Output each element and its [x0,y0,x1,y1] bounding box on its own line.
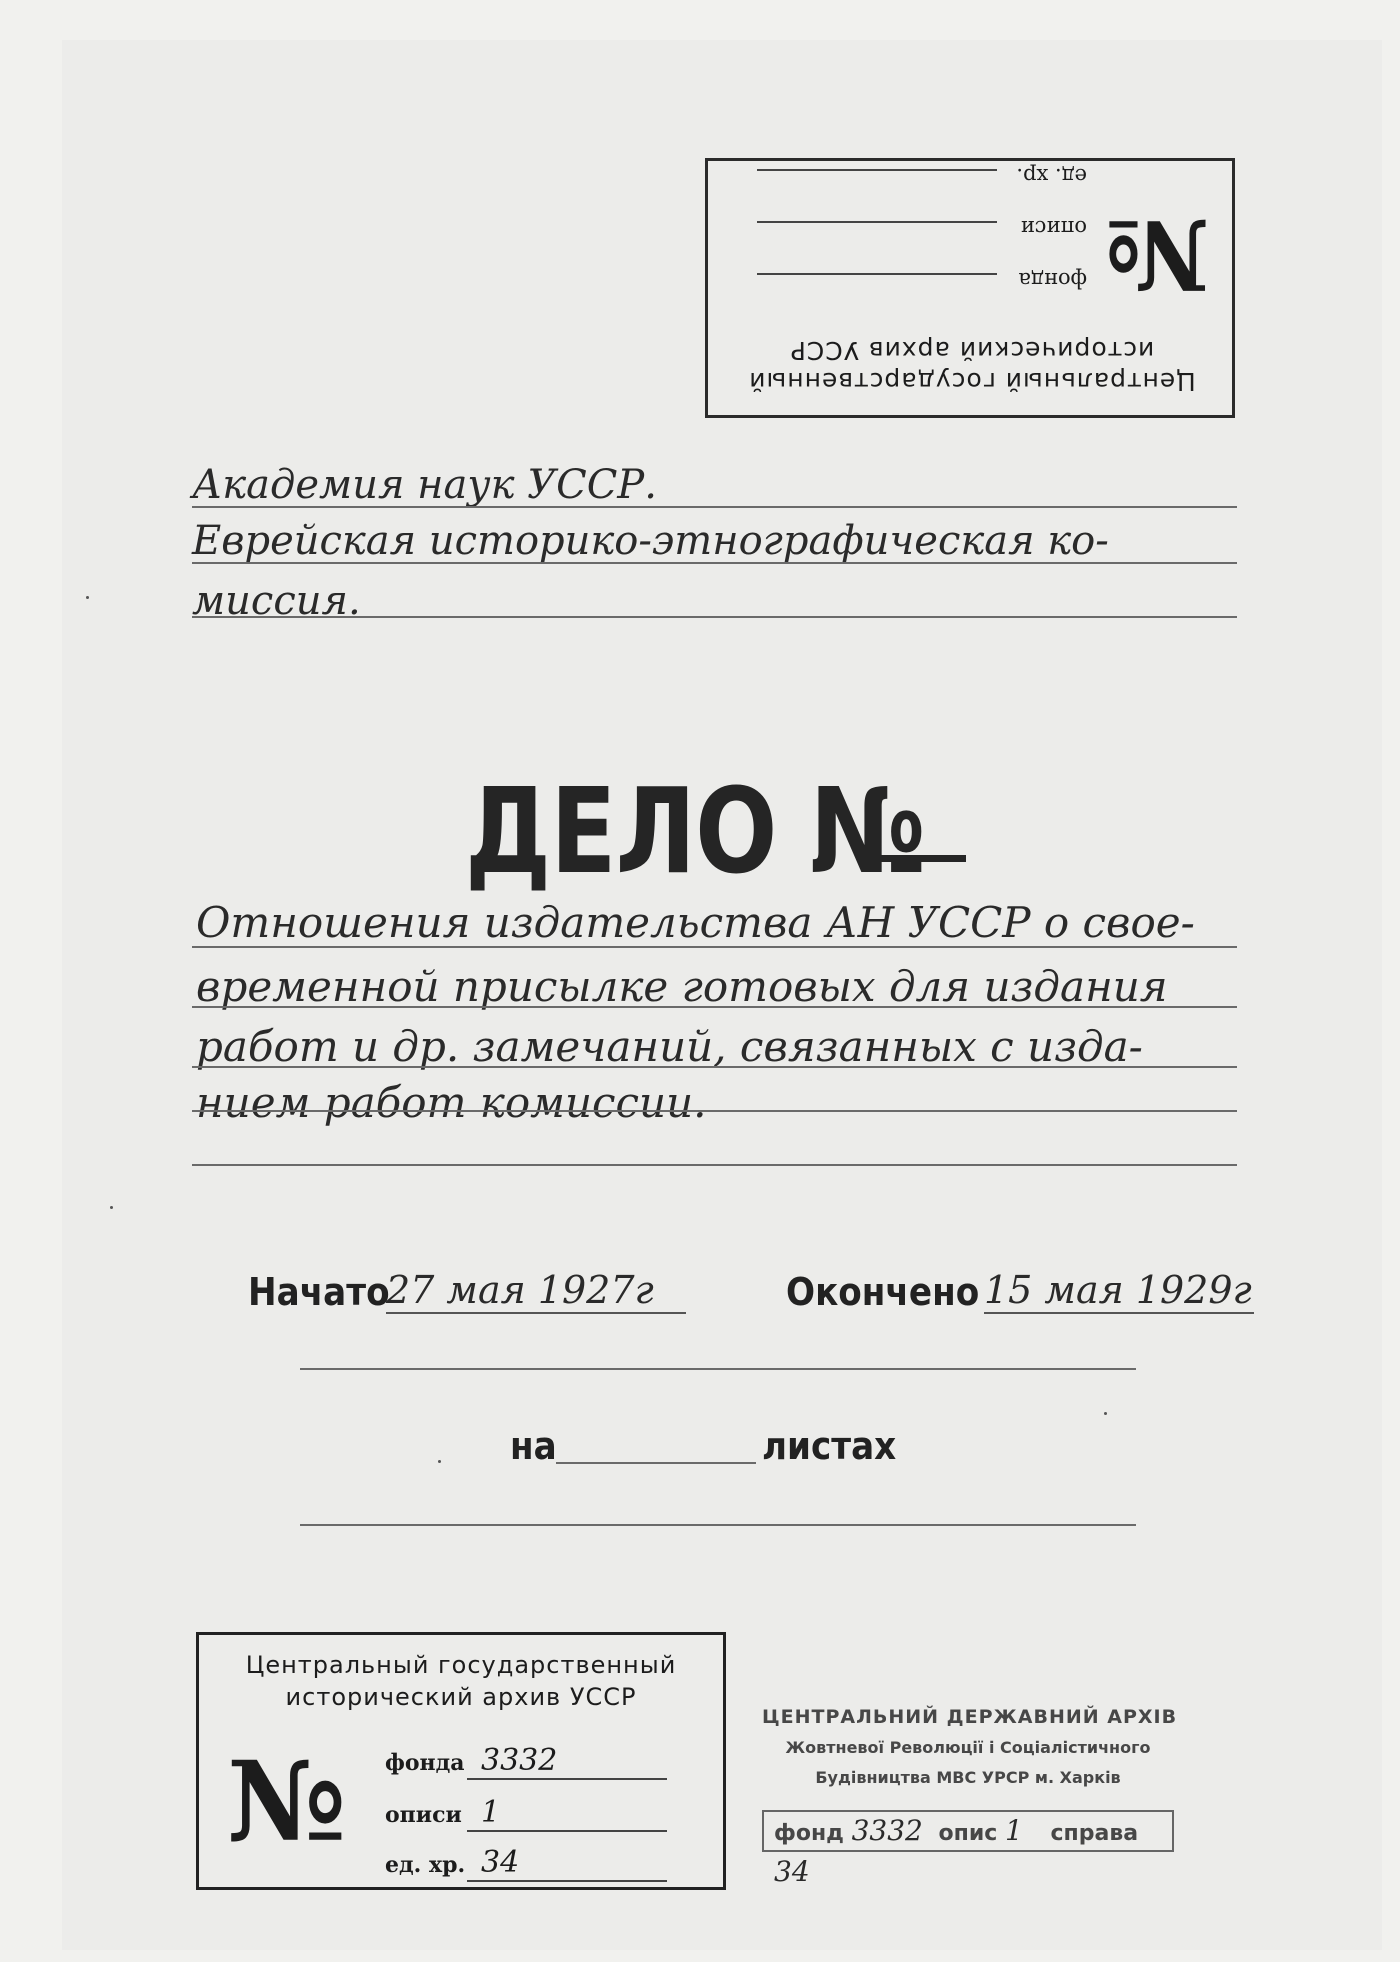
archive-stamp-title: Центральный государственный исторический архив УССР [245,1651,677,1711]
started-label: Начато [248,1270,390,1314]
sheets-count-blank [556,1462,756,1464]
subject-line-2: временной присылке готовых для издания [196,962,1168,1011]
file-number-blank [862,855,966,862]
archive-stamp-inverted-title: Центральный государственный исторический архив УССР [748,336,1196,396]
faded-stamp-line-3: Будівництва МВС УРСР м. Харків [815,1768,1121,1787]
faded-archive-stamp [762,1706,1178,1888]
subject-line-1: Отношения издательства АН УССР о свое- [196,898,1195,947]
ruled-line [192,1006,1237,1008]
stamp-unit-line: ед. хр. [707,164,1087,189]
organization-line-1: Академия наук УССР. [192,462,657,508]
faded-opis-value: 1 [1004,1814,1023,1847]
ruled-line [192,616,1237,618]
paper-speck [86,596,89,599]
sheets-suffix: листах [762,1424,897,1468]
number-sign-icon: № [227,1737,347,1866]
file-title: ДЕЛО № [465,762,926,900]
archive-stamp [196,1632,726,1890]
fond-value: 3332 [467,1743,667,1780]
ruled-line [192,1164,1237,1166]
stamp-unit-row: ед. хр. 34 [385,1845,667,1882]
ruled-line [192,506,1237,508]
started-date: 27 мая 1927г [386,1268,686,1314]
ended-label: Окончено [786,1270,980,1314]
sheets-prefix: на [510,1424,557,1468]
subject-line-4: нием работ комиссии. [196,1078,707,1127]
stamp-opis-row: описи 1 [385,1795,667,1832]
ruled-line [300,1368,1136,1370]
faded-sprava-value: 34 [774,1855,810,1888]
stamp-opis-line: описи [707,216,1087,241]
paper-speck [1104,1412,1107,1415]
ruled-line [192,1110,1237,1112]
ruled-line [300,1524,1136,1526]
opis-value: 1 [467,1795,667,1832]
faded-stamp-ref-box: фонд 3332 опис 1 справа 34 [762,1810,1174,1852]
ruled-line [192,562,1237,564]
stamp-fond-line: фонда [707,268,1087,293]
organization-line-3: миссия. [192,578,361,624]
ruled-line [192,1066,1237,1068]
organization-line-2: Еврейская историко-этнографическая ко- [192,518,1109,564]
stamp-fond-row: фонда 3332 [385,1743,667,1780]
unit-value: 34 [467,1845,667,1882]
paper-speck [110,1206,113,1209]
ruled-line [192,946,1237,948]
ended-date: 15 мая 1929г [984,1268,1254,1314]
faded-stamp-line-1: ЦЕНТРАЛЬНИЙ ДЕРЖАВНИЙ АРХІВ [762,1706,1178,1728]
archive-stamp-inverted [705,158,1235,418]
faded-fond-value: 3332 [851,1814,923,1847]
paper-speck [438,1460,441,1463]
faded-stamp-line-2: Жовтневої Революції і Соціалістичного [785,1738,1151,1757]
number-sign-icon: № [1104,198,1210,311]
subject-line-3: работ и др. замечаний, связанных с изда- [196,1022,1143,1071]
